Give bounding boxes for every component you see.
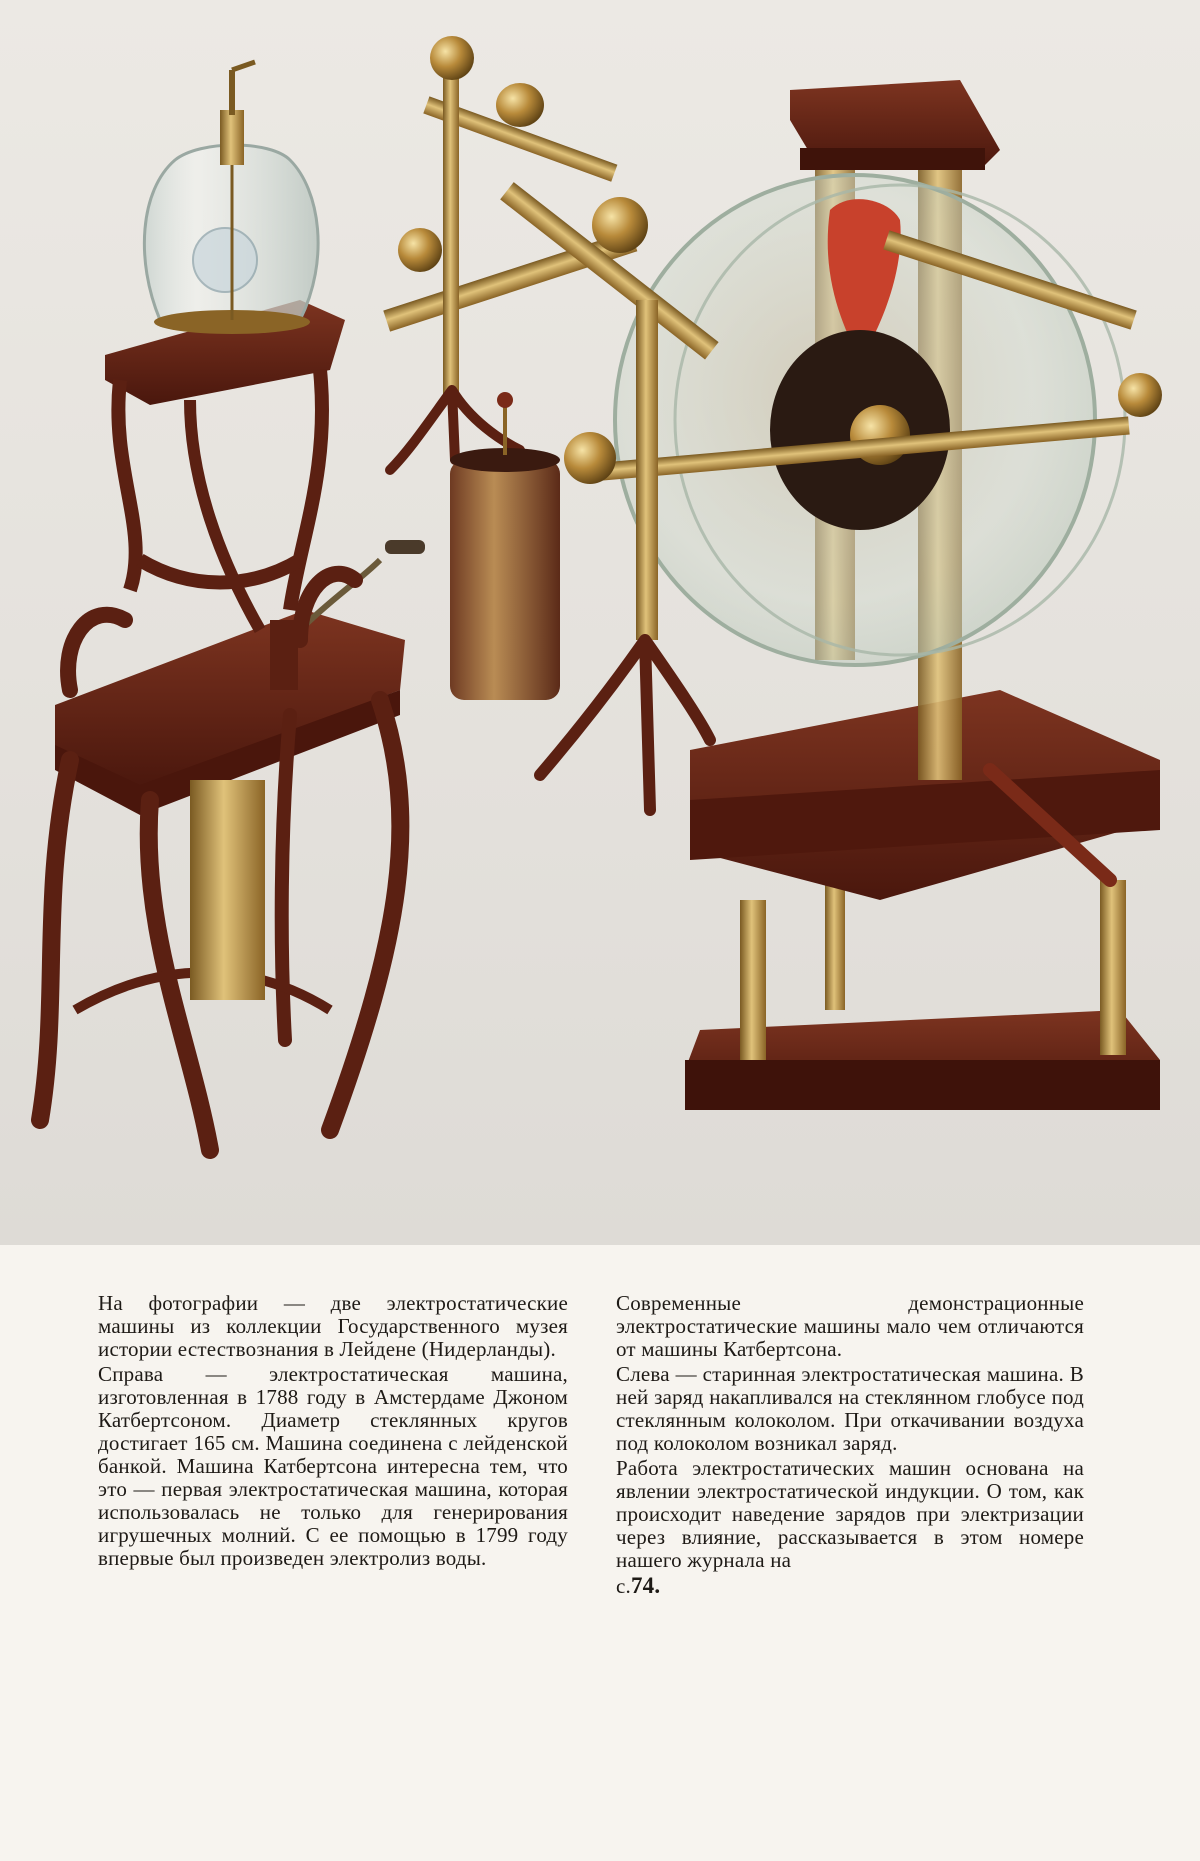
caption-right-paragraph-2: Слева — старинная электростатическая машина. В ней заряд накапливался на стеклянном глобусе под стеклянным колоколом. При откачивании воздуха под колоколом возникал заряд. [616,1362,1084,1455]
page-reference-number: 74 [630,1573,655,1598]
page-reference-suffix: . [654,1573,661,1598]
caption-right-paragraph-3: Работа электростатических машин основана на явлении электростатической индукции. О том, как происходит наведение зарядов при электризации через влияние, рассказывается в этом номере нашего журнала на [616,1456,1084,1572]
caption-left-paragraph-2: Справа — электростатическая машина, изготовленная в 1788 году в Амстердаме Джоном Катбертсоном. Диаметр стеклянных кругов достигает 165 см. Машина соединена с лейденской банкой. Машина Катбертсона интересна тем, что это — первая электростатическая машина, которая использовалась не только для генерирования игрушечных молний. С ее помощью в 1799 году впервые был произведен электролиз воды. [98,1362,568,1570]
caption-left-paragraph-1: На фотографии — две электростатические машины из коллекции Государственного музея истории естествознания в Лейдене (Нидерланды). [98,1291,568,1361]
page-reference-prefix: с. [616,1574,631,1598]
caption-left-column [98,1292,568,1570]
page-reference [616,1574,1084,1598]
caption-right-paragraph-1: Современные демонстрационные электростатические машины мало чем отличаются от машины Катбертсона. [616,1291,1084,1361]
caption-right-column [616,1292,1084,1598]
